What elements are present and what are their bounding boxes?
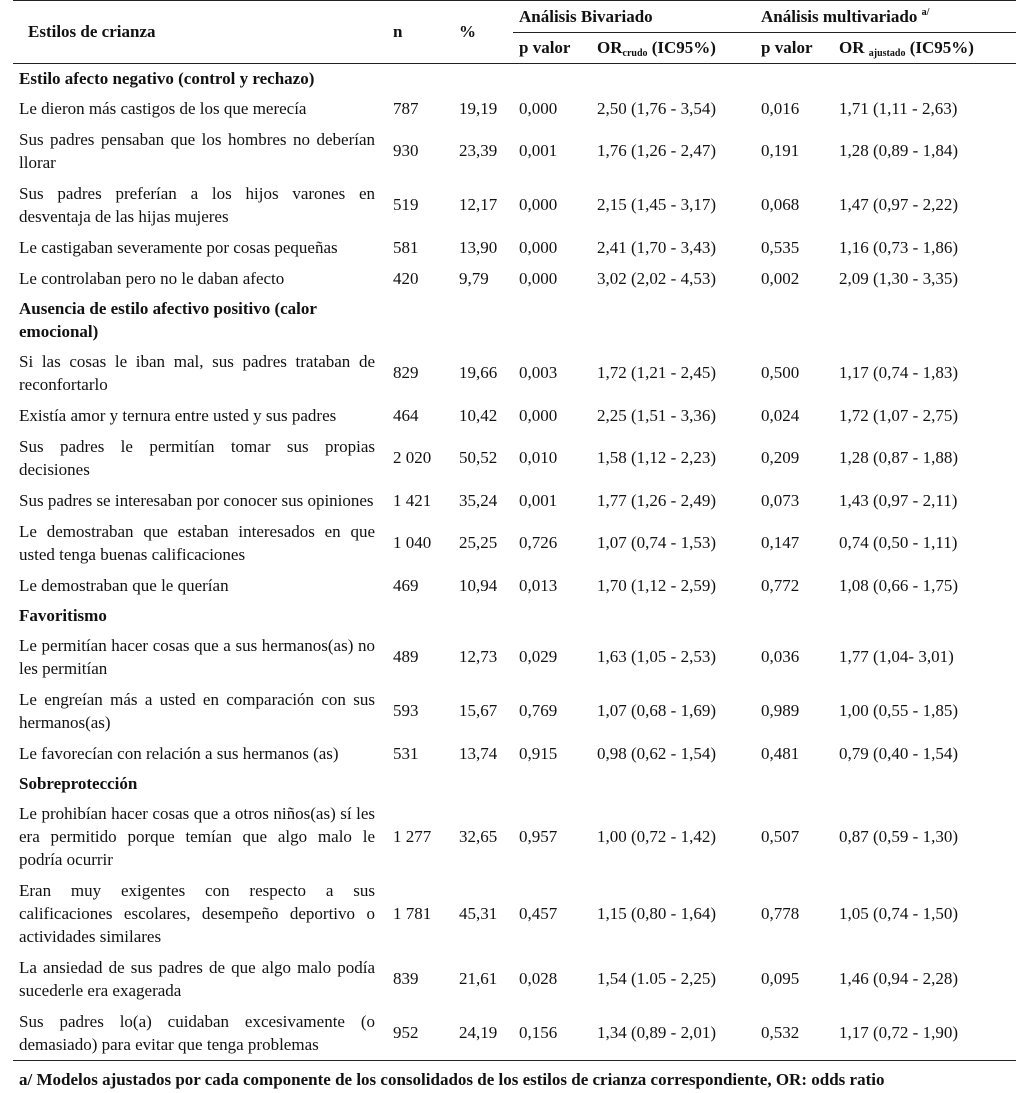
p-valor-bivariado: 0,029 [513, 630, 591, 684]
section-header-row [13, 64, 1016, 94]
table-row [13, 798, 1016, 875]
col-header-or-crudo [591, 33, 755, 64]
or-ajustado-value: 1,28 (0,87 - 1,88) [833, 431, 1016, 485]
table-row [13, 875, 1016, 952]
or-ajustado-value: 0,79 (0,40 - 1,54) [833, 738, 1016, 769]
item-label: Le permitían hacer cosas que a sus hermanos(as) no les permitían [13, 630, 387, 684]
or-crudo-value: 1,07 (0,74 - 1,53) [591, 516, 755, 570]
or-crudo-label: OR [597, 38, 623, 57]
n-value: 787 [387, 93, 453, 124]
p-valor-bivariado: 0,726 [513, 516, 591, 570]
empty-cell [387, 769, 453, 798]
item-label: Sus padres preferían a los hijos varones en desventaja de las hijas mujeres [13, 178, 387, 232]
or-crudo-value: 1,54 (1.05 - 2,25) [591, 952, 755, 1006]
n-value: 952 [387, 1006, 453, 1061]
section-title: Sobreprotección [13, 769, 387, 798]
p-valor-multivariado: 0,772 [755, 570, 833, 601]
item-label: Existía amor y ternura entre usted y sus padres [13, 400, 387, 431]
percent-value: 12,73 [453, 630, 513, 684]
or-ajustado-value: 0,87 (0,59 - 1,30) [833, 798, 1016, 875]
section-header-row [13, 601, 1016, 630]
table-row [13, 431, 1016, 485]
table-row [13, 1006, 1016, 1061]
or-ajustado-value: 1,17 (0,74 - 1,83) [833, 346, 1016, 400]
percent-value: 13,90 [453, 232, 513, 263]
empty-cell [453, 601, 513, 630]
item-label: Eran muy exigentes con respecto a sus calificaciones escolares, desempeño deportivo o actividades similares [13, 875, 387, 952]
n-value: 2 020 [387, 431, 453, 485]
percent-value: 25,25 [453, 516, 513, 570]
empty-cell [387, 64, 453, 94]
p-valor-multivariado: 0,507 [755, 798, 833, 875]
item-label: Sus padres pensaban que los hombres no deberían llorar [13, 124, 387, 178]
p-valor-multivariado: 0,095 [755, 952, 833, 1006]
n-value: 464 [387, 400, 453, 431]
or-crudo-value: 1,70 (1,12 - 2,59) [591, 570, 755, 601]
p-valor-bivariado: 0,028 [513, 952, 591, 1006]
or-crudo-subscript: crudo [623, 48, 648, 59]
p-valor-multivariado: 0,191 [755, 124, 833, 178]
section-title: Estilo afecto negativo (control y rechazo) [13, 64, 387, 94]
multivariado-label: Análisis multivariado [761, 7, 917, 26]
empty-cell [591, 769, 755, 798]
p-valor-bivariado: 0,957 [513, 798, 591, 875]
section-header-row [13, 769, 1016, 798]
or-ajustado-value: 1,47 (0,97 - 2,22) [833, 178, 1016, 232]
item-label: Le favorecían con relación a sus hermanos (as) [13, 738, 387, 769]
p-valor-bivariado: 0,769 [513, 684, 591, 738]
or-crudo-value: 1,58 (1,12 - 2,23) [591, 431, 755, 485]
n-value: 829 [387, 346, 453, 400]
p-valor-bivariado: 0,915 [513, 738, 591, 769]
item-label: Le prohibían hacer cosas que a otros niños(as) sí les era permitido porque temían que algo malo le podría ocurrir [13, 798, 387, 875]
or-crudo-value: 1,63 (1,05 - 2,53) [591, 630, 755, 684]
p-valor-bivariado: 0,000 [513, 263, 591, 294]
header-row-top [13, 1, 1016, 33]
p-valor-multivariado: 0,073 [755, 485, 833, 516]
item-label: Sus padres le permitían tomar sus propias decisiones [13, 431, 387, 485]
or-crudo-value: 1,76 (1,26 - 2,47) [591, 124, 755, 178]
table-row [13, 400, 1016, 431]
percent-value: 24,19 [453, 1006, 513, 1061]
n-value: 1 421 [387, 485, 453, 516]
parenting-styles-table [13, 0, 1016, 1093]
item-label: Sus padres lo(a) cuidaban excesivamente (o demasiado) para evitar que tenga problemas [13, 1006, 387, 1061]
p-valor-bivariado: 0,457 [513, 875, 591, 952]
empty-cell [755, 769, 833, 798]
item-label: Le demostraban que le querían [13, 570, 387, 601]
table-row [13, 93, 1016, 124]
item-label: Sus padres se interesaban por conocer sus opiniones [13, 485, 387, 516]
or-ajustado-value: 1,77 (1,04- 3,01) [833, 630, 1016, 684]
or-ajustado-value: 0,74 (0,50 - 1,11) [833, 516, 1016, 570]
p-valor-bivariado: 0,000 [513, 400, 591, 431]
table-row [13, 346, 1016, 400]
or-ajustado-label: OR [839, 38, 869, 57]
empty-cell [387, 601, 453, 630]
n-value: 519 [387, 178, 453, 232]
p-valor-multivariado: 0,989 [755, 684, 833, 738]
empty-cell [755, 64, 833, 94]
p-valor-multivariado: 0,481 [755, 738, 833, 769]
section-header-row [13, 294, 1016, 346]
percent-value: 9,79 [453, 263, 513, 294]
table-row [13, 738, 1016, 769]
p-valor-bivariado: 0,156 [513, 1006, 591, 1061]
or-ajustado-value: 1,46 (0,94 - 2,28) [833, 952, 1016, 1006]
col-header-p-valor-bivariado: p valor [513, 33, 591, 64]
n-value: 1 040 [387, 516, 453, 570]
empty-cell [833, 294, 1016, 346]
item-label: Le dieron más castigos de los que merecía [13, 93, 387, 124]
p-valor-multivariado: 0,024 [755, 400, 833, 431]
percent-value: 23,39 [453, 124, 513, 178]
or-ajustado-value: 1,00 (0,55 - 1,85) [833, 684, 1016, 738]
item-label: Le demostraban que estaban interesados en que usted tenga buenas calificaciones [13, 516, 387, 570]
or-crudo-value: 1,07 (0,68 - 1,69) [591, 684, 755, 738]
empty-cell [453, 769, 513, 798]
or-ajustado-value: 1,71 (1,11 - 2,63) [833, 93, 1016, 124]
empty-cell [755, 601, 833, 630]
table-row [13, 570, 1016, 601]
table-row [13, 124, 1016, 178]
percent-value: 35,24 [453, 485, 513, 516]
n-value: 581 [387, 232, 453, 263]
or-ajustado-value: 1,28 (0,89 - 1,84) [833, 124, 1016, 178]
p-valor-multivariado: 0,532 [755, 1006, 833, 1061]
n-value: 1 781 [387, 875, 453, 952]
percent-value: 32,65 [453, 798, 513, 875]
percent-value: 45,31 [453, 875, 513, 952]
table-body [13, 64, 1016, 1061]
table-row [13, 952, 1016, 1006]
p-valor-multivariado: 0,002 [755, 263, 833, 294]
or-crudo-value: 2,15 (1,45 - 3,17) [591, 178, 755, 232]
empty-cell [591, 64, 755, 94]
table-row [13, 232, 1016, 263]
footnote: a/ Modelos ajustados por cada componente de los consolidados de los estilos de crianza correspondiente, OR: odds ratio [13, 1061, 1016, 1093]
empty-cell [833, 64, 1016, 94]
table-row [13, 630, 1016, 684]
n-value: 1 277 [387, 798, 453, 875]
group-header-multivariado [755, 1, 1016, 33]
n-value: 489 [387, 630, 453, 684]
percent-value: 50,52 [453, 431, 513, 485]
empty-cell [591, 601, 755, 630]
or-crudo-value: 1,34 (0,89 - 2,01) [591, 1006, 755, 1061]
or-ajustado-value: 2,09 (1,30 - 3,35) [833, 263, 1016, 294]
or-ajustado-value: 1,72 (1,07 - 2,75) [833, 400, 1016, 431]
n-value: 531 [387, 738, 453, 769]
section-title: Ausencia de estilo afectivo positivo (calor emocional) [13, 294, 387, 346]
empty-cell [453, 294, 513, 346]
or-crudo-value: 2,50 (1,76 - 3,54) [591, 93, 755, 124]
col-header-pct: % [453, 1, 513, 64]
item-label: Le castigaban severamente por cosas pequeñas [13, 232, 387, 263]
table-row [13, 178, 1016, 232]
percent-value: 10,42 [453, 400, 513, 431]
or-ajustado-value: 1,16 (0,73 - 1,86) [833, 232, 1016, 263]
p-valor-bivariado: 0,003 [513, 346, 591, 400]
item-label: Si las cosas le iban mal, sus padres trataban de reconfortarlo [13, 346, 387, 400]
or-crudo-value: 2,25 (1,51 - 3,36) [591, 400, 755, 431]
or-ajustado-value: 1,05 (0,74 - 1,50) [833, 875, 1016, 952]
multivariado-footnote-mark: a/ [922, 7, 930, 18]
percent-value: 19,19 [453, 93, 513, 124]
percent-value: 13,74 [453, 738, 513, 769]
p-valor-bivariado: 0,001 [513, 124, 591, 178]
table-row [13, 684, 1016, 738]
table-row [13, 516, 1016, 570]
n-value: 469 [387, 570, 453, 601]
item-label: La ansiedad de sus padres de que algo malo podía sucederle era exagerada [13, 952, 387, 1006]
or-crudo-value: 1,15 (0,80 - 1,64) [591, 875, 755, 952]
percent-value: 19,66 [453, 346, 513, 400]
p-valor-multivariado: 0,500 [755, 346, 833, 400]
empty-cell [591, 294, 755, 346]
group-header-bivariado: Análisis Bivariado [513, 1, 755, 33]
p-valor-bivariado: 0,013 [513, 570, 591, 601]
col-header-estilos: Estilos de crianza [13, 1, 387, 64]
percent-value: 10,94 [453, 570, 513, 601]
p-valor-bivariado: 0,001 [513, 485, 591, 516]
p-valor-bivariado: 0,010 [513, 431, 591, 485]
footnote-row [13, 1061, 1016, 1093]
empty-cell [755, 294, 833, 346]
or-crudo-value: 1,72 (1,21 - 2,45) [591, 346, 755, 400]
p-valor-multivariado: 0,016 [755, 93, 833, 124]
or-ajustado-value: 1,43 (0,97 - 2,11) [833, 485, 1016, 516]
p-valor-multivariado: 0,535 [755, 232, 833, 263]
empty-cell [513, 64, 591, 94]
p-valor-bivariado: 0,000 [513, 232, 591, 263]
p-valor-multivariado: 0,147 [755, 516, 833, 570]
or-crudo-value: 0,98 (0,62 - 1,54) [591, 738, 755, 769]
p-valor-multivariado: 0,036 [755, 630, 833, 684]
p-valor-multivariado: 0,209 [755, 431, 833, 485]
percent-value: 12,17 [453, 178, 513, 232]
n-value: 839 [387, 952, 453, 1006]
empty-cell [387, 294, 453, 346]
p-valor-multivariado: 0,068 [755, 178, 833, 232]
empty-cell [453, 64, 513, 94]
n-value: 593 [387, 684, 453, 738]
item-label: Le controlaban pero no le daban afecto [13, 263, 387, 294]
n-value: 930 [387, 124, 453, 178]
or-crudo-value: 2,41 (1,70 - 3,43) [591, 232, 755, 263]
or-ajustado-value: 1,17 (0,72 - 1,90) [833, 1006, 1016, 1061]
col-header-p-valor-multivariado: p valor [755, 33, 833, 64]
or-crudo-value: 3,02 (2,02 - 4,53) [591, 263, 755, 294]
empty-cell [513, 601, 591, 630]
n-value: 420 [387, 263, 453, 294]
item-label: Le engreían más a usted en comparación con sus hermanos(as) [13, 684, 387, 738]
or-crudo-ci: (IC95%) [648, 38, 716, 57]
p-valor-multivariado: 0,778 [755, 875, 833, 952]
or-ajustado-ci: (IC95%) [905, 38, 973, 57]
col-header-n: n [387, 1, 453, 64]
empty-cell [513, 294, 591, 346]
empty-cell [833, 769, 1016, 798]
table-row [13, 263, 1016, 294]
col-header-or-ajustado [833, 33, 1016, 64]
p-valor-bivariado: 0,000 [513, 178, 591, 232]
empty-cell [513, 769, 591, 798]
or-crudo-value: 1,77 (1,26 - 2,49) [591, 485, 755, 516]
percent-value: 15,67 [453, 684, 513, 738]
empty-cell [833, 601, 1016, 630]
or-crudo-value: 1,00 (0,72 - 1,42) [591, 798, 755, 875]
percent-value: 21,61 [453, 952, 513, 1006]
table-row [13, 485, 1016, 516]
p-valor-bivariado: 0,000 [513, 93, 591, 124]
or-ajustado-subscript: ajustado [869, 48, 906, 59]
or-ajustado-value: 1,08 (0,66 - 1,75) [833, 570, 1016, 601]
section-title: Favoritismo [13, 601, 387, 630]
